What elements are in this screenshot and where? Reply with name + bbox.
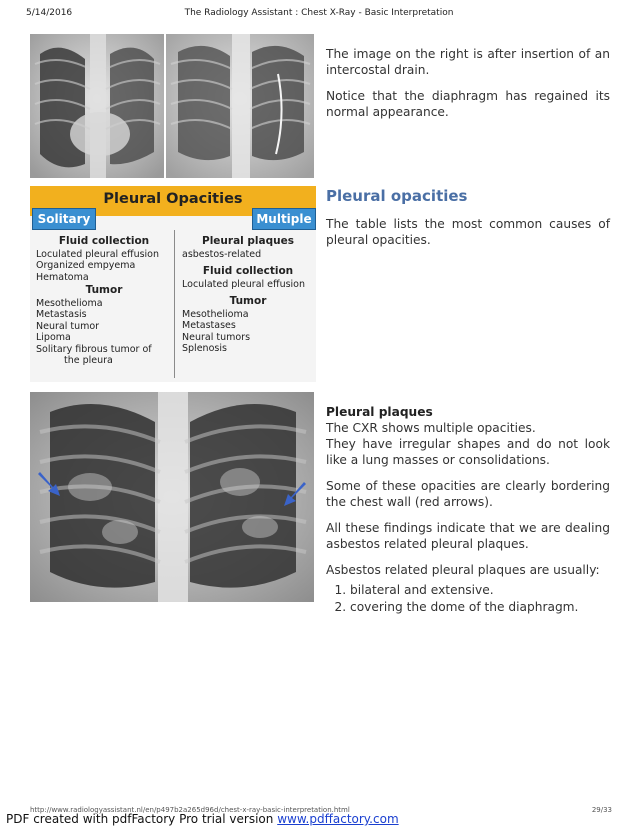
block3-paragraph-2: Some of these opacities are clearly bordering the chest wall (red arrows). <box>326 479 610 509</box>
list-item: Organized empyema <box>36 260 136 271</box>
block3-line-1: The CXR shows multiple opacities. <box>326 421 536 435</box>
list-item: 2. covering the dome of the diaphragm. <box>350 599 610 615</box>
block1-paragraph-2: Notice that the diaphragm has regained its normal appearance. <box>326 89 610 119</box>
block3-text <box>326 404 610 616</box>
list-item: the pleura <box>64 355 113 366</box>
multiple-heading-fluid: Fluid collection <box>202 265 294 277</box>
list-item: asbestos-related <box>182 248 262 260</box>
list-item: Splenosis <box>182 343 227 354</box>
list-item: Mesothelioma <box>36 297 103 309</box>
block3-line-2: They have irregular shapes and do not look like a lung masses or consolidations. <box>326 437 610 467</box>
list-item: Neural tumor <box>36 320 100 332</box>
solitary-tag: Solitary <box>32 208 96 230</box>
block3-paragraph-3: All these findings indicate that we are dealing asbestos related pleural plaques. <box>326 521 610 551</box>
list-item: Lipoma <box>36 332 71 343</box>
pleural-opacities-table <box>30 186 316 382</box>
pdf-watermark <box>6 812 399 826</box>
solitary-heading-fluid: Fluid collection <box>58 235 150 247</box>
watermark-text: PDF created with pdfFactory Pro trial version <box>6 812 278 826</box>
header-date: 5/14/2016 <box>26 8 73 18</box>
list-item: Hematoma <box>36 271 89 283</box>
list-item: Loculated pleural effusion <box>36 248 160 260</box>
multiple-column <box>182 234 314 355</box>
list-item: 1. bilateral and extensive. <box>350 582 610 598</box>
plaque-list <box>326 582 610 615</box>
pleural-plaques-title: Pleural plaques <box>326 405 433 419</box>
footer-page-number: 29/33 <box>591 806 612 814</box>
multiple-tag: Multiple <box>252 208 316 230</box>
list-item: Loculated pleural effusion <box>182 278 306 290</box>
header-title: The Radiology Assistant : Chest X-Ray - Basic Interpretation <box>184 8 454 18</box>
table-divider <box>174 230 175 378</box>
list-item: Metastases <box>182 320 236 331</box>
block2-text <box>326 188 610 258</box>
block3-paragraph-4: Asbestos related pleural plaques are usually: <box>326 563 600 577</box>
multiple-heading-plaques: Pleural plaques <box>202 235 294 247</box>
watermark-link[interactable]: www.pdffactory.com <box>277 812 399 826</box>
footer-url: http://www.radiologyassistant.nl/en/p497b2a265d96d/chest-x-ray-basic-interpretation.html <box>30 806 350 814</box>
list-item: Solitary fibrous tumor of <box>36 343 152 355</box>
block1-paragraph-1: The image on the right is after insertion of an intercostal drain. <box>326 47 610 77</box>
list-item: Mesothelioma <box>182 308 249 320</box>
block2-paragraph: The table lists the most common causes of pleural opacities. <box>326 217 610 247</box>
table-title: Pleural Opacities <box>103 191 243 207</box>
pleural-plaques-xray-image <box>30 392 314 602</box>
list-item: Neural tumors <box>182 331 251 343</box>
list-item: Metastasis <box>36 309 87 320</box>
chest-xray-left-image <box>30 34 164 178</box>
solitary-column <box>36 234 172 367</box>
block1-text <box>326 46 610 130</box>
chest-xray-after-drain-image <box>166 34 314 178</box>
multiple-heading-tumor: Tumor <box>229 295 267 307</box>
pleural-opacities-title: Pleural opacities <box>326 187 468 205</box>
solitary-heading-tumor: Tumor <box>85 284 123 296</box>
